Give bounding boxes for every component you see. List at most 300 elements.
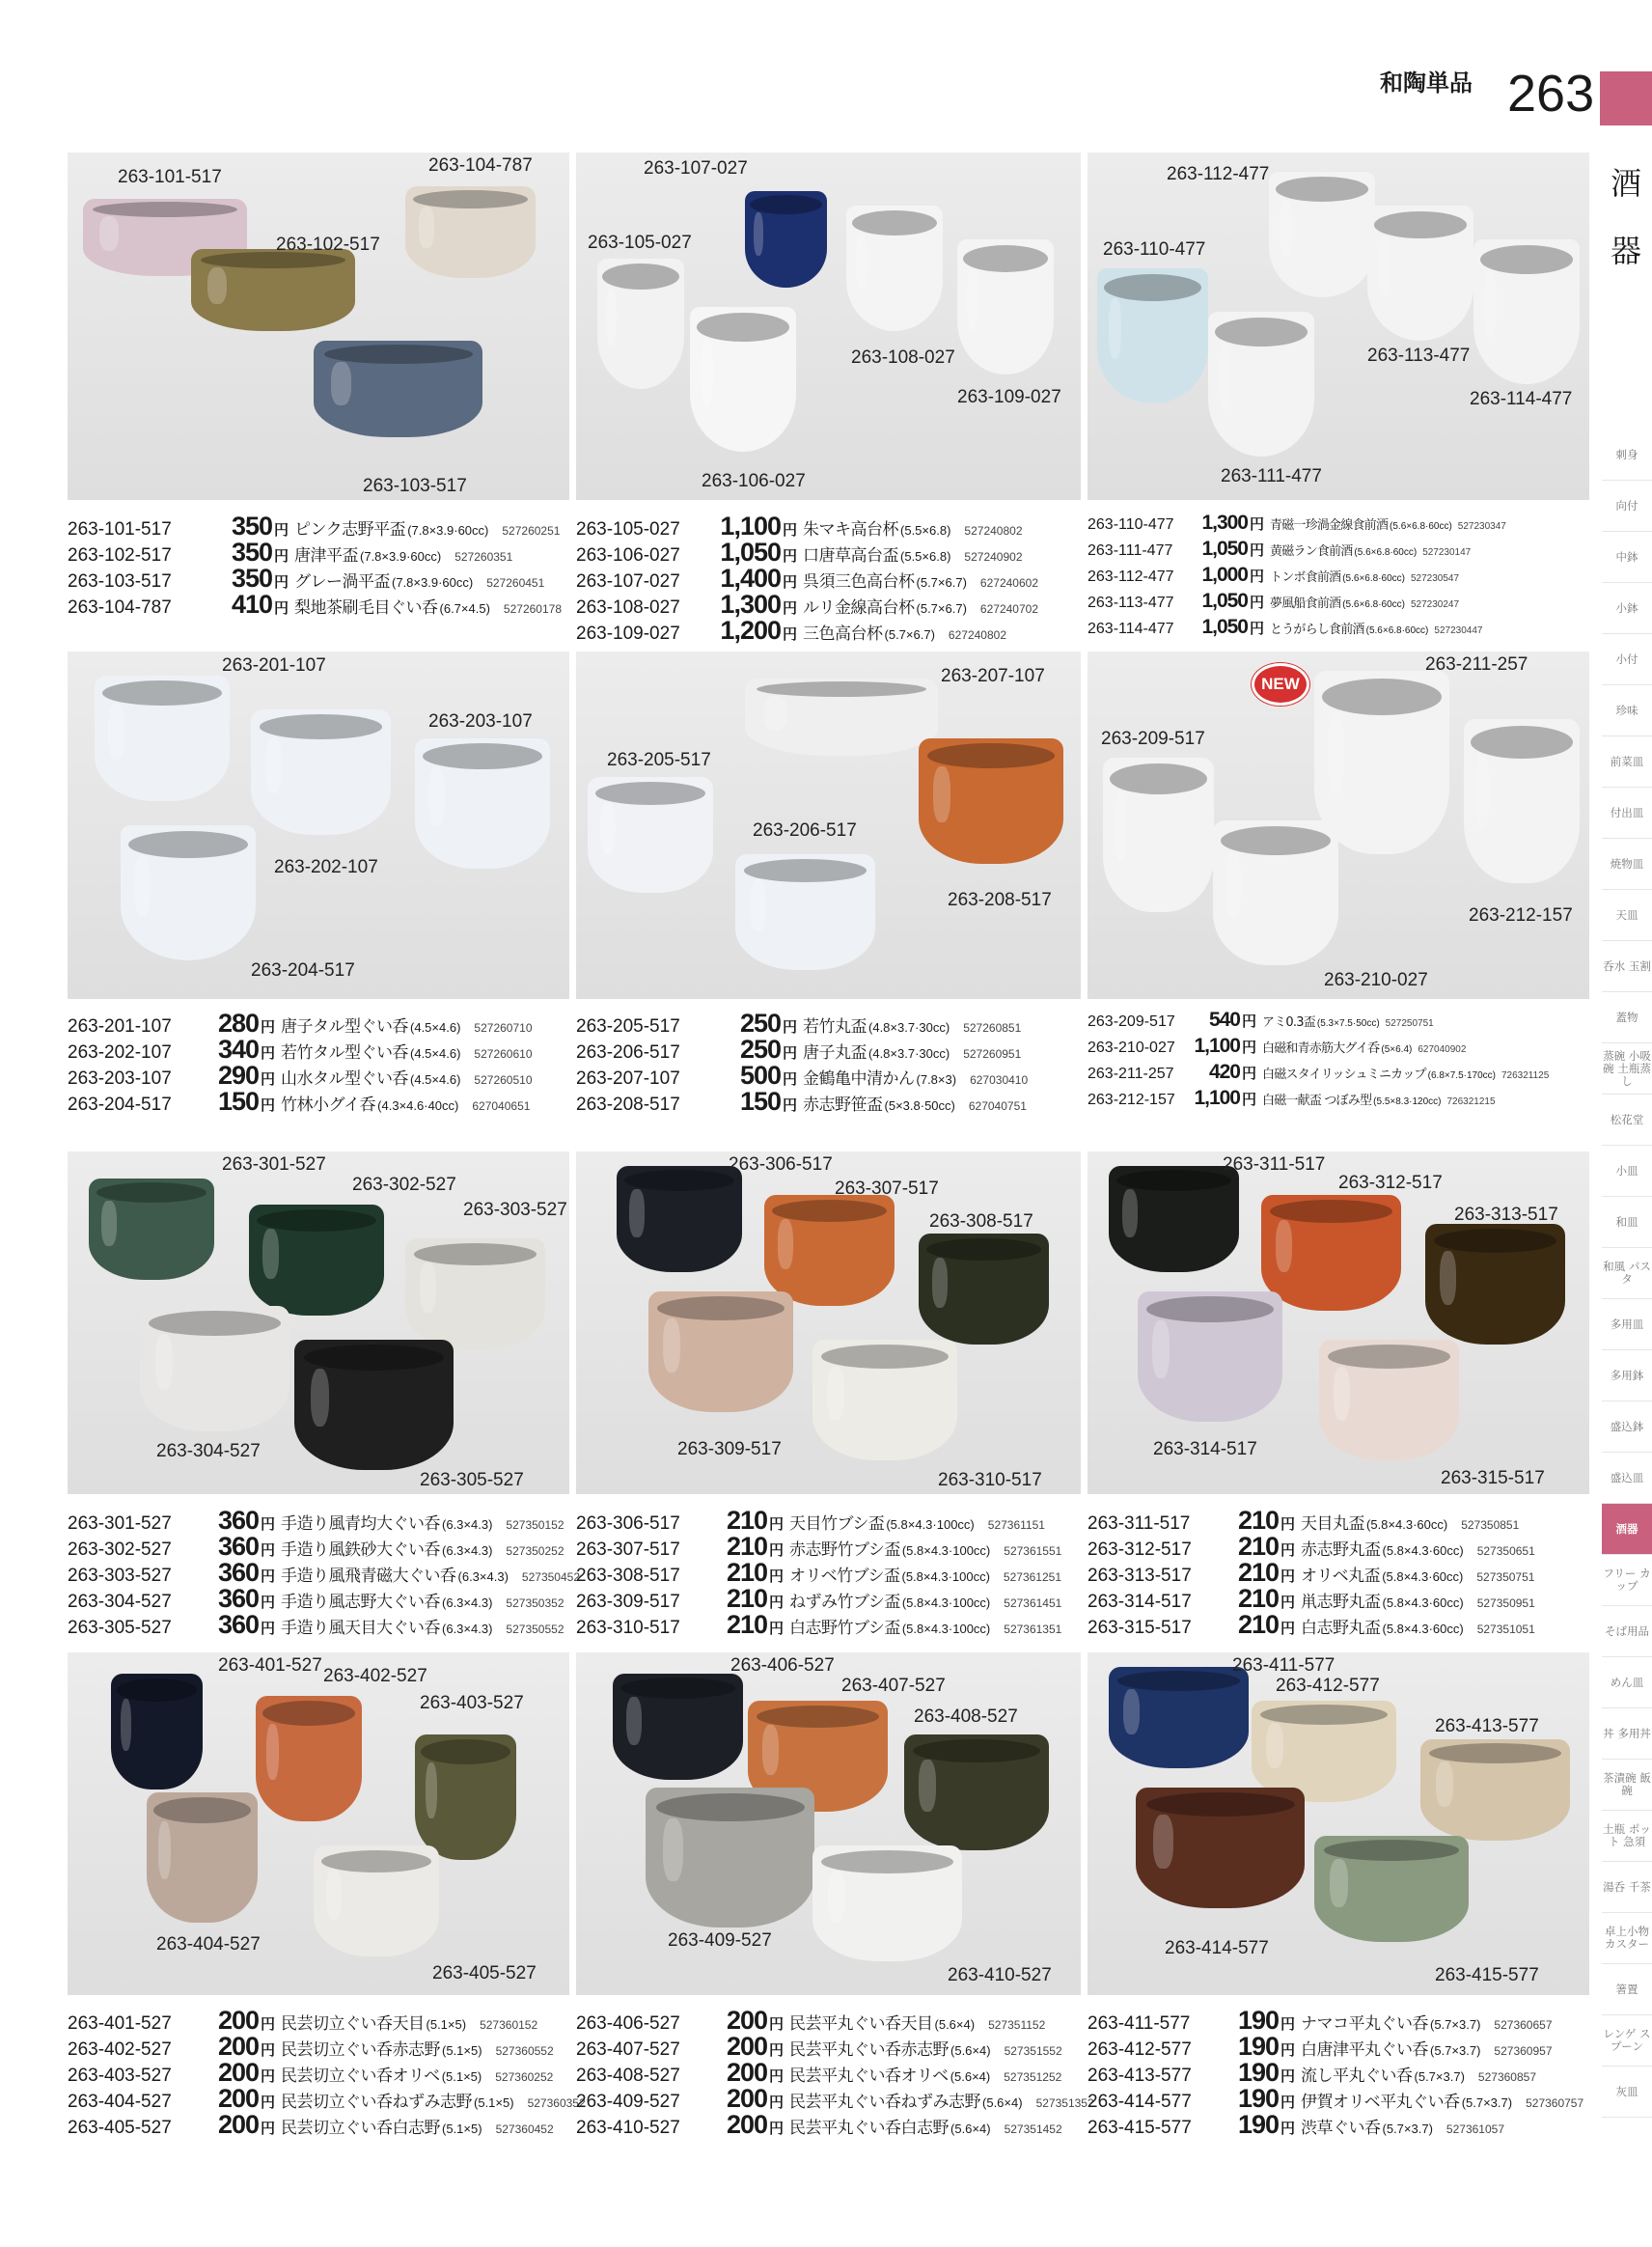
price-list <box>576 2006 1094 2139</box>
yen-mark: 円 <box>1250 542 1265 559</box>
price-list <box>1088 2006 1594 2139</box>
catalog-code: 527360152 <box>480 2018 538 2032</box>
product-code: 263-404-527 <box>68 2092 172 2112</box>
yen-mark: 円 <box>783 1071 798 1088</box>
product-size: (5.7×3.7) <box>1382 2122 1433 2136</box>
sidebar-index-item[interactable]: 刺身 <box>1602 430 1652 481</box>
yen-mark: 円 <box>1280 2042 1296 2059</box>
catalog-code: 527351252 <box>1004 2070 1062 2084</box>
product-row <box>68 1061 569 1090</box>
product-price: 210 <box>726 1532 767 1561</box>
vertical-title-char: 器 <box>1610 233 1641 269</box>
product-price: 360 <box>217 1610 259 1639</box>
product-code: 263-408-527 <box>576 2066 680 2086</box>
product-code: 263-208-517 <box>576 1095 680 1115</box>
sidebar-index-item[interactable]: 呑水 玉割 <box>1602 941 1652 992</box>
product-name: 朱マキ高台杯 <box>803 520 899 540</box>
product-label: 263-106-027 <box>702 471 806 491</box>
product-name: 天目竹ブシ盃 <box>789 1514 885 1534</box>
yen-mark: 円 <box>261 2121 276 2137</box>
product-photo-panel <box>576 1151 1081 1494</box>
catalog-code: 527230347 <box>1457 521 1506 532</box>
sidebar-index-item[interactable]: 和皿 <box>1602 1197 1652 1248</box>
price-list <box>576 512 1081 645</box>
product-name: 天目丸盃 <box>1301 1514 1365 1534</box>
yen-mark: 円 <box>1280 2016 1296 2033</box>
product-name: 手造り風青均大ぐい呑 <box>281 1514 441 1534</box>
product-code: 263-405-527 <box>68 2118 172 2138</box>
product-size: (4.8×3.7·30cc) <box>868 1020 950 1035</box>
product-name: 竹林小グイ呑 <box>281 1096 376 1115</box>
product-price: 200 <box>217 2110 259 2139</box>
product-row <box>68 2058 569 2087</box>
catalog-code: 527350751 <box>1476 1570 1535 1584</box>
catalog-code: 527351552 <box>1004 2044 1062 2058</box>
product-size: (5×6.4) <box>1381 1044 1413 1055</box>
product-label: 263-103-517 <box>363 476 467 496</box>
product-row <box>68 2032 569 2061</box>
product-label: 263-306-517 <box>729 1154 833 1175</box>
product-row <box>576 616 1081 645</box>
product-code: 263-308-517 <box>576 1566 680 1586</box>
catalog-code: 527260451 <box>486 576 545 590</box>
product-photo-panel <box>1088 1652 1589 1995</box>
catalog-code: 627040902 <box>1418 1044 1467 1055</box>
sidebar-index-item[interactable]: 多用皿 <box>1602 1299 1652 1350</box>
product-size: (5.6×4) <box>950 2122 991 2136</box>
product-name: ピンク志野平盃 <box>294 520 406 540</box>
product-row <box>576 1009 1081 1038</box>
product-label: 263-314-517 <box>1153 1439 1257 1459</box>
product-label: 263-210-027 <box>1324 970 1428 990</box>
sidebar-index-item[interactable]: 盛込鉢 <box>1602 1401 1652 1453</box>
product-label: 263-413-577 <box>1435 1716 1539 1736</box>
product-code: 263-303-527 <box>68 1566 172 1586</box>
product-size: (6.3×4.3) <box>457 1569 509 1584</box>
product-size: (5.8×4.3·60cc) <box>1382 1622 1464 1636</box>
yen-mark: 円 <box>783 522 798 539</box>
catalog-code: 527260351 <box>454 550 513 564</box>
catalog-code: 726321215 <box>1446 1096 1496 1107</box>
product-price: 210 <box>726 1584 767 1613</box>
yen-mark: 円 <box>261 1595 276 1611</box>
product-code: 263-302-527 <box>68 1540 172 1560</box>
sidebar-index-item[interactable]: 松花堂 <box>1602 1095 1652 1146</box>
yen-mark: 円 <box>261 2016 276 2033</box>
yen-mark: 円 <box>769 1516 785 1533</box>
price-list <box>68 512 569 619</box>
product-size: (6.7×4.5) <box>439 601 490 616</box>
product-row <box>1088 1087 1594 1113</box>
sidebar-index-item[interactable]: 灰皿 <box>1602 2067 1652 2118</box>
product-size: (5.6×4) <box>950 2069 991 2084</box>
yen-mark: 円 <box>274 600 289 617</box>
product-code: 263-101-517 <box>68 519 172 540</box>
product-name: 三色高台杯 <box>803 624 883 644</box>
sidebar-index-item[interactable]: 蒸碗 小吸碗 土瓶蒸し <box>1602 1043 1652 1095</box>
sidebar-index-item[interactable]: 小皿 <box>1602 1146 1652 1197</box>
catalog-code: 527361251 <box>1003 1570 1061 1584</box>
catalog-code: 627240602 <box>979 576 1038 590</box>
product-label: 263-206-517 <box>753 820 857 841</box>
catalog-code: 527260851 <box>963 1021 1022 1035</box>
yen-mark: 円 <box>261 1621 276 1637</box>
product-label: 263-108-027 <box>851 347 955 368</box>
product-size: (6.8×7.5·170cc) <box>1427 1070 1496 1081</box>
product-label: 263-304-527 <box>156 1441 261 1461</box>
product-name: 白磁スタイリッシュミニカップ <box>1262 1068 1426 1082</box>
product-label: 263-410-527 <box>948 1965 1052 1985</box>
product-name: 民芸平丸ぐい呑ねずみ志野 <box>789 2093 981 2112</box>
catalog-code: 527360757 <box>1526 2096 1584 2110</box>
product-size: (5.8×4.3·60cc) <box>1382 1543 1464 1558</box>
product-price: 200 <box>726 2058 767 2087</box>
yen-mark: 円 <box>261 1542 276 1559</box>
price-list <box>1088 512 1594 642</box>
product-price: 420 <box>1208 1061 1240 1083</box>
product-price: 360 <box>217 1584 259 1613</box>
catalog-code: 527351452 <box>1004 2122 1062 2136</box>
product-size: (5.6×6.8·60cc) <box>1354 547 1418 558</box>
product-name: 若竹丸盃 <box>803 1017 867 1037</box>
product-row <box>576 512 1081 541</box>
category-index <box>1602 430 1652 2118</box>
product-name: 民芸平丸ぐい呑赤志野 <box>789 2040 950 2060</box>
product-price: 410 <box>231 590 272 619</box>
product-code: 263-106-027 <box>576 545 680 566</box>
product-name: 夢風船食前酒 <box>1270 596 1341 611</box>
yen-mark: 円 <box>1242 1066 1257 1082</box>
product-label: 263-305-527 <box>420 1470 524 1490</box>
product-row <box>68 512 569 541</box>
catalog-code: 527351352 <box>1035 2096 1094 2110</box>
product-size: (5.8×4.3·60cc) <box>1382 1569 1464 1584</box>
catalog-code: 627030410 <box>970 1073 1029 1087</box>
yen-mark: 円 <box>1250 595 1265 611</box>
product-label: 263-114-477 <box>1470 389 1573 409</box>
product-label: 263-310-517 <box>938 1470 1042 1490</box>
catalog-code: 726321125 <box>1501 1070 1550 1081</box>
product-code: 263-202-107 <box>68 1042 172 1063</box>
sidebar-index-item[interactable]: 付出皿 <box>1602 788 1652 839</box>
product-label: 263-301-527 <box>222 1154 326 1175</box>
product-label: 263-203-107 <box>428 711 533 732</box>
product-price: 150 <box>739 1087 781 1116</box>
product-photo-panel <box>68 153 569 500</box>
sidebar-index-item[interactable]: そば用品 <box>1602 1606 1652 1657</box>
new-badge: NEW <box>1252 663 1309 706</box>
product-name: 口唐草高台盃 <box>803 546 899 566</box>
product-code: 263-211-257 <box>1088 1066 1174 1082</box>
catalog-code: 527361057 <box>1446 2122 1504 2136</box>
product-row <box>576 1087 1081 1116</box>
product-photo-panel <box>1088 1151 1589 1494</box>
product-name: 白唐津平丸ぐい呑 <box>1301 2040 1429 2060</box>
product-code: 263-205-517 <box>576 1016 680 1037</box>
product-row <box>1088 1558 1594 1587</box>
catalog-code: 527351152 <box>988 2018 1046 2032</box>
sidebar-index-item[interactable]: 天皿 <box>1602 890 1652 941</box>
product-label: 263-407-527 <box>841 1676 946 1696</box>
product-row <box>1088 1532 1594 1561</box>
sidebar-index-item[interactable]: 小付 <box>1602 634 1652 685</box>
product-code: 263-304-527 <box>68 1592 172 1612</box>
product-price: 200 <box>726 2006 767 2035</box>
product-size: (4.3×4.6·40cc) <box>377 1098 459 1113</box>
product-price: 1,050 <box>1201 616 1248 638</box>
sidebar-index-item[interactable]: 和風 パスタ <box>1602 1248 1652 1299</box>
catalog-code: 527260178 <box>503 602 562 616</box>
product-price: 190 <box>1237 2032 1279 2061</box>
product-price: 360 <box>217 1506 259 1535</box>
catalog-code: 527350452 <box>521 1570 580 1584</box>
product-label: 263-107-027 <box>644 158 748 179</box>
catalog-code: 627040751 <box>968 1099 1027 1113</box>
product-row <box>576 2084 1094 2113</box>
product-price: 350 <box>231 564 272 593</box>
product-name: 渋草ぐい呑 <box>1301 2119 1381 2138</box>
product-row <box>576 2058 1081 2087</box>
product-price: 200 <box>726 2110 767 2139</box>
product-label: 263-303-527 <box>463 1200 567 1220</box>
product-size: (6.3×4.3) <box>442 1543 493 1558</box>
product-price: 190 <box>1237 2110 1279 2139</box>
product-row <box>1088 616 1594 642</box>
price-list <box>68 1009 569 1116</box>
yen-mark: 円 <box>261 1071 276 1088</box>
catalog-code: 527350252 <box>506 1544 564 1558</box>
product-size: (5.1×5) <box>426 2017 467 2032</box>
sidebar-index-item[interactable]: めん皿 <box>1602 1657 1652 1708</box>
product-row <box>68 2084 586 2113</box>
product-label: 263-211-257 <box>1425 654 1528 675</box>
yen-mark: 円 <box>783 574 798 591</box>
product-price: 210 <box>1237 1506 1279 1535</box>
product-size: (5.7×3.7) <box>1430 2043 1481 2058</box>
sidebar-index-item[interactable]: 酒器 <box>1602 1504 1652 1555</box>
yen-mark: 円 <box>1280 1542 1296 1559</box>
product-name: 赤志野笹盃 <box>803 1096 883 1115</box>
product-row <box>1088 1584 1594 1613</box>
catalog-code: 527350851 <box>1461 1518 1520 1532</box>
sidebar-index-item[interactable]: 土瓶 ポット 急須 <box>1602 1811 1652 1862</box>
catalog-code: 527360452 <box>495 2122 554 2136</box>
page-color-tab <box>1600 71 1652 125</box>
catalog-code: 527260951 <box>963 1047 1022 1061</box>
product-label: 263-404-527 <box>156 1934 261 1955</box>
catalog-code: 527350152 <box>506 1518 564 1532</box>
catalog-code: 527360657 <box>1494 2018 1553 2032</box>
product-code: 263-206-517 <box>576 1042 680 1063</box>
product-photo-panel <box>576 153 1081 500</box>
product-row <box>1088 1009 1594 1035</box>
product-size: (5.8×4.3·100cc) <box>901 1569 990 1584</box>
product-label: 263-201-107 <box>222 655 326 676</box>
product-size: (5.5×8.3·120cc) <box>1373 1096 1442 1107</box>
catalog-code: 527240902 <box>964 550 1023 564</box>
product-label: 263-105-027 <box>588 233 692 253</box>
product-name: 黄磁ラン食前酒 <box>1270 544 1353 559</box>
product-name: 白磁一献盃 つぼみ型 <box>1262 1094 1372 1108</box>
catalog-code: 527350352 <box>506 1596 564 1610</box>
sidebar-index-item[interactable]: 湯呑 千茶 <box>1602 1862 1652 1913</box>
yen-mark: 円 <box>783 1097 798 1114</box>
product-row <box>68 538 569 567</box>
product-name: 民芸切立ぐい呑オリベ <box>281 2067 440 2086</box>
product-code: 263-305-527 <box>68 1618 172 1638</box>
product-code: 263-204-517 <box>68 1095 172 1115</box>
yen-mark: 円 <box>769 1568 785 1585</box>
product-name: 金鶴亀中清かん <box>803 1069 915 1089</box>
catalog-code: 527250751 <box>1385 1018 1434 1029</box>
catalog-code: 527350552 <box>506 1623 564 1636</box>
product-price: 500 <box>739 1061 781 1090</box>
sidebar-index-item[interactable]: 盛込皿 <box>1602 1453 1652 1504</box>
product-photo-panel <box>68 652 569 999</box>
product-row <box>1088 1061 1594 1087</box>
product-label: 263-311-517 <box>1223 1154 1326 1175</box>
product-size: (5.8×4.3·60cc) <box>1382 1595 1464 1610</box>
product-name: 伊賀オリベ平丸ぐい呑 <box>1301 2093 1460 2112</box>
catalog-code: 527361551 <box>1004 1544 1062 1558</box>
product-label: 263-408-527 <box>914 1706 1018 1727</box>
product-photo-panel <box>68 1151 569 1494</box>
sidebar-index-item[interactable]: 小鉢 <box>1602 583 1652 634</box>
sidebar-index-item[interactable]: 卓上小物 カスター <box>1602 1913 1652 1964</box>
product-price: 200 <box>217 2006 259 2035</box>
product-label: 263-409-527 <box>668 1930 772 1951</box>
product-row <box>576 1061 1081 1090</box>
yen-mark: 円 <box>261 1516 276 1533</box>
product-price: 1,050 <box>1201 590 1248 612</box>
yen-mark: 円 <box>1242 1040 1257 1056</box>
product-name: 山水タル型ぐい呑 <box>281 1069 409 1089</box>
product-size: (7.8×3.9·60cc) <box>360 549 442 564</box>
product-size: (4.5×4.6) <box>410 1020 461 1035</box>
product-code: 263-301-527 <box>68 1513 172 1534</box>
product-price: 1,300 <box>720 590 781 619</box>
product-label: 263-113-477 <box>1367 346 1471 366</box>
product-size: (6.3×4.3) <box>442 1595 493 1610</box>
product-name: 民芸切立ぐい呑ねずみ志野 <box>281 2093 473 2112</box>
product-code: 263-413-577 <box>1088 2066 1192 2086</box>
sidebar-index-item[interactable]: 珍味 <box>1602 685 1652 736</box>
product-size: (7.8×3) <box>916 1072 957 1087</box>
product-label: 263-307-517 <box>835 1179 939 1199</box>
product-label: 263-315-517 <box>1441 1468 1545 1488</box>
product-code: 263-112-477 <box>1088 569 1174 585</box>
sidebar-index-item[interactable]: 箸置 <box>1602 1964 1652 2015</box>
product-size: (5.6×4) <box>982 2095 1023 2110</box>
product-name: 民芸平丸ぐい呑オリベ <box>789 2067 949 2086</box>
product-size: (5.7×6.7) <box>884 627 935 642</box>
sidebar-index-item[interactable]: 丼 多用丼 <box>1602 1708 1652 1760</box>
product-name: 若竹タル型ぐい呑 <box>281 1043 409 1063</box>
product-name: 白磁和青赤筋大グイ呑 <box>1262 1041 1380 1056</box>
product-size: (6.3×4.3) <box>442 1622 493 1636</box>
product-code: 263-315-517 <box>1088 1618 1192 1638</box>
product-code: 263-306-517 <box>576 1513 680 1534</box>
product-code: 263-412-577 <box>1088 2039 1192 2060</box>
yen-mark: 円 <box>769 1595 785 1611</box>
product-size: (5.8×4.3·100cc) <box>901 1595 991 1610</box>
product-row <box>576 2032 1081 2061</box>
yen-mark: 円 <box>261 2068 276 2085</box>
product-name: 手造り風鉄砂大ぐい呑 <box>281 1540 441 1560</box>
product-name: グレー渦平盃 <box>294 572 391 592</box>
catalog-code: 527360352 <box>527 2096 586 2110</box>
category-title: 和陶単品 <box>1380 69 1473 97</box>
sidebar-index-item[interactable]: フリー カップ <box>1602 1555 1652 1606</box>
product-code: 263-411-577 <box>1088 2013 1191 2034</box>
product-label: 263-207-107 <box>941 666 1045 686</box>
catalog-code: 527260710 <box>474 1021 533 1035</box>
sidebar-index-item[interactable]: 蓋物 <box>1602 992 1652 1043</box>
sidebar-index-item[interactable]: 前菜皿 <box>1602 736 1652 788</box>
sidebar-index-item[interactable]: 茶漬碗 飯碗 <box>1602 1760 1652 1811</box>
yen-mark: 円 <box>274 574 289 591</box>
product-code: 263-207-107 <box>576 1068 680 1089</box>
product-price: 1,000 <box>1201 564 1248 586</box>
yen-mark: 円 <box>769 2068 785 2085</box>
product-size: (5.7×3.7) <box>1430 2017 1481 2032</box>
product-label: 263-402-527 <box>323 1666 427 1686</box>
product-size: (5.6×6.8·60cc) <box>1365 625 1429 636</box>
product-name: 手造り風天目大ぐい呑 <box>281 1619 441 1638</box>
product-price: 1,400 <box>720 564 781 593</box>
product-label: 263-209-517 <box>1101 729 1205 749</box>
product-code: 263-203-107 <box>68 1068 172 1089</box>
product-price: 360 <box>217 1558 259 1587</box>
sidebar-index-item[interactable]: 中鉢 <box>1602 532 1652 583</box>
product-price: 210 <box>726 1610 767 1639</box>
catalog-code: 527361351 <box>1004 1623 1062 1636</box>
product-label: 263-111-477 <box>1221 466 1322 486</box>
product-price: 350 <box>231 538 272 567</box>
product-label: 263-109-027 <box>957 387 1061 407</box>
page-number: 263 <box>1507 65 1595 123</box>
product-photo-panel <box>1088 652 1589 999</box>
product-row <box>68 1610 569 1639</box>
product-size: (4.5×4.6) <box>410 1072 461 1087</box>
product-price: 200 <box>217 2058 259 2087</box>
product-name: ねずみ竹ブシ盃 <box>789 1593 900 1612</box>
product-row <box>1088 538 1594 564</box>
catalog-code: 527360552 <box>495 2044 554 2058</box>
product-name: ルリ金線高台杯 <box>803 598 915 618</box>
yen-mark: 円 <box>1280 1595 1296 1611</box>
catalog-code: 527230147 <box>1422 547 1472 558</box>
product-name: 赤志野丸盃 <box>1301 1540 1381 1560</box>
sidebar-index-item[interactable]: 多用鉢 <box>1602 1350 1652 1401</box>
sidebar-index-item[interactable]: 向付 <box>1602 481 1652 532</box>
product-size: (5.7×6.7) <box>916 601 967 616</box>
product-price: 200 <box>217 2032 259 2061</box>
yen-mark: 円 <box>769 2016 785 2033</box>
product-code: 263-401-527 <box>68 2013 172 2034</box>
product-label: 263-405-527 <box>432 1963 537 1983</box>
sidebar-index-item[interactable]: レンゲ スプーン <box>1602 2015 1652 2067</box>
catalog-code: 527350951 <box>1476 1596 1535 1610</box>
product-size: (5.8×4.3·100cc) <box>886 1517 975 1532</box>
sidebar-index-item[interactable]: 焼物皿 <box>1602 839 1652 890</box>
product-name: 呉須三色高台杯 <box>803 572 915 592</box>
yen-mark: 円 <box>1250 569 1265 585</box>
yen-mark: 円 <box>1280 1621 1296 1637</box>
catalog-code: 527350651 <box>1476 1544 1535 1558</box>
yen-mark: 円 <box>274 548 289 565</box>
product-row <box>1088 512 1594 538</box>
